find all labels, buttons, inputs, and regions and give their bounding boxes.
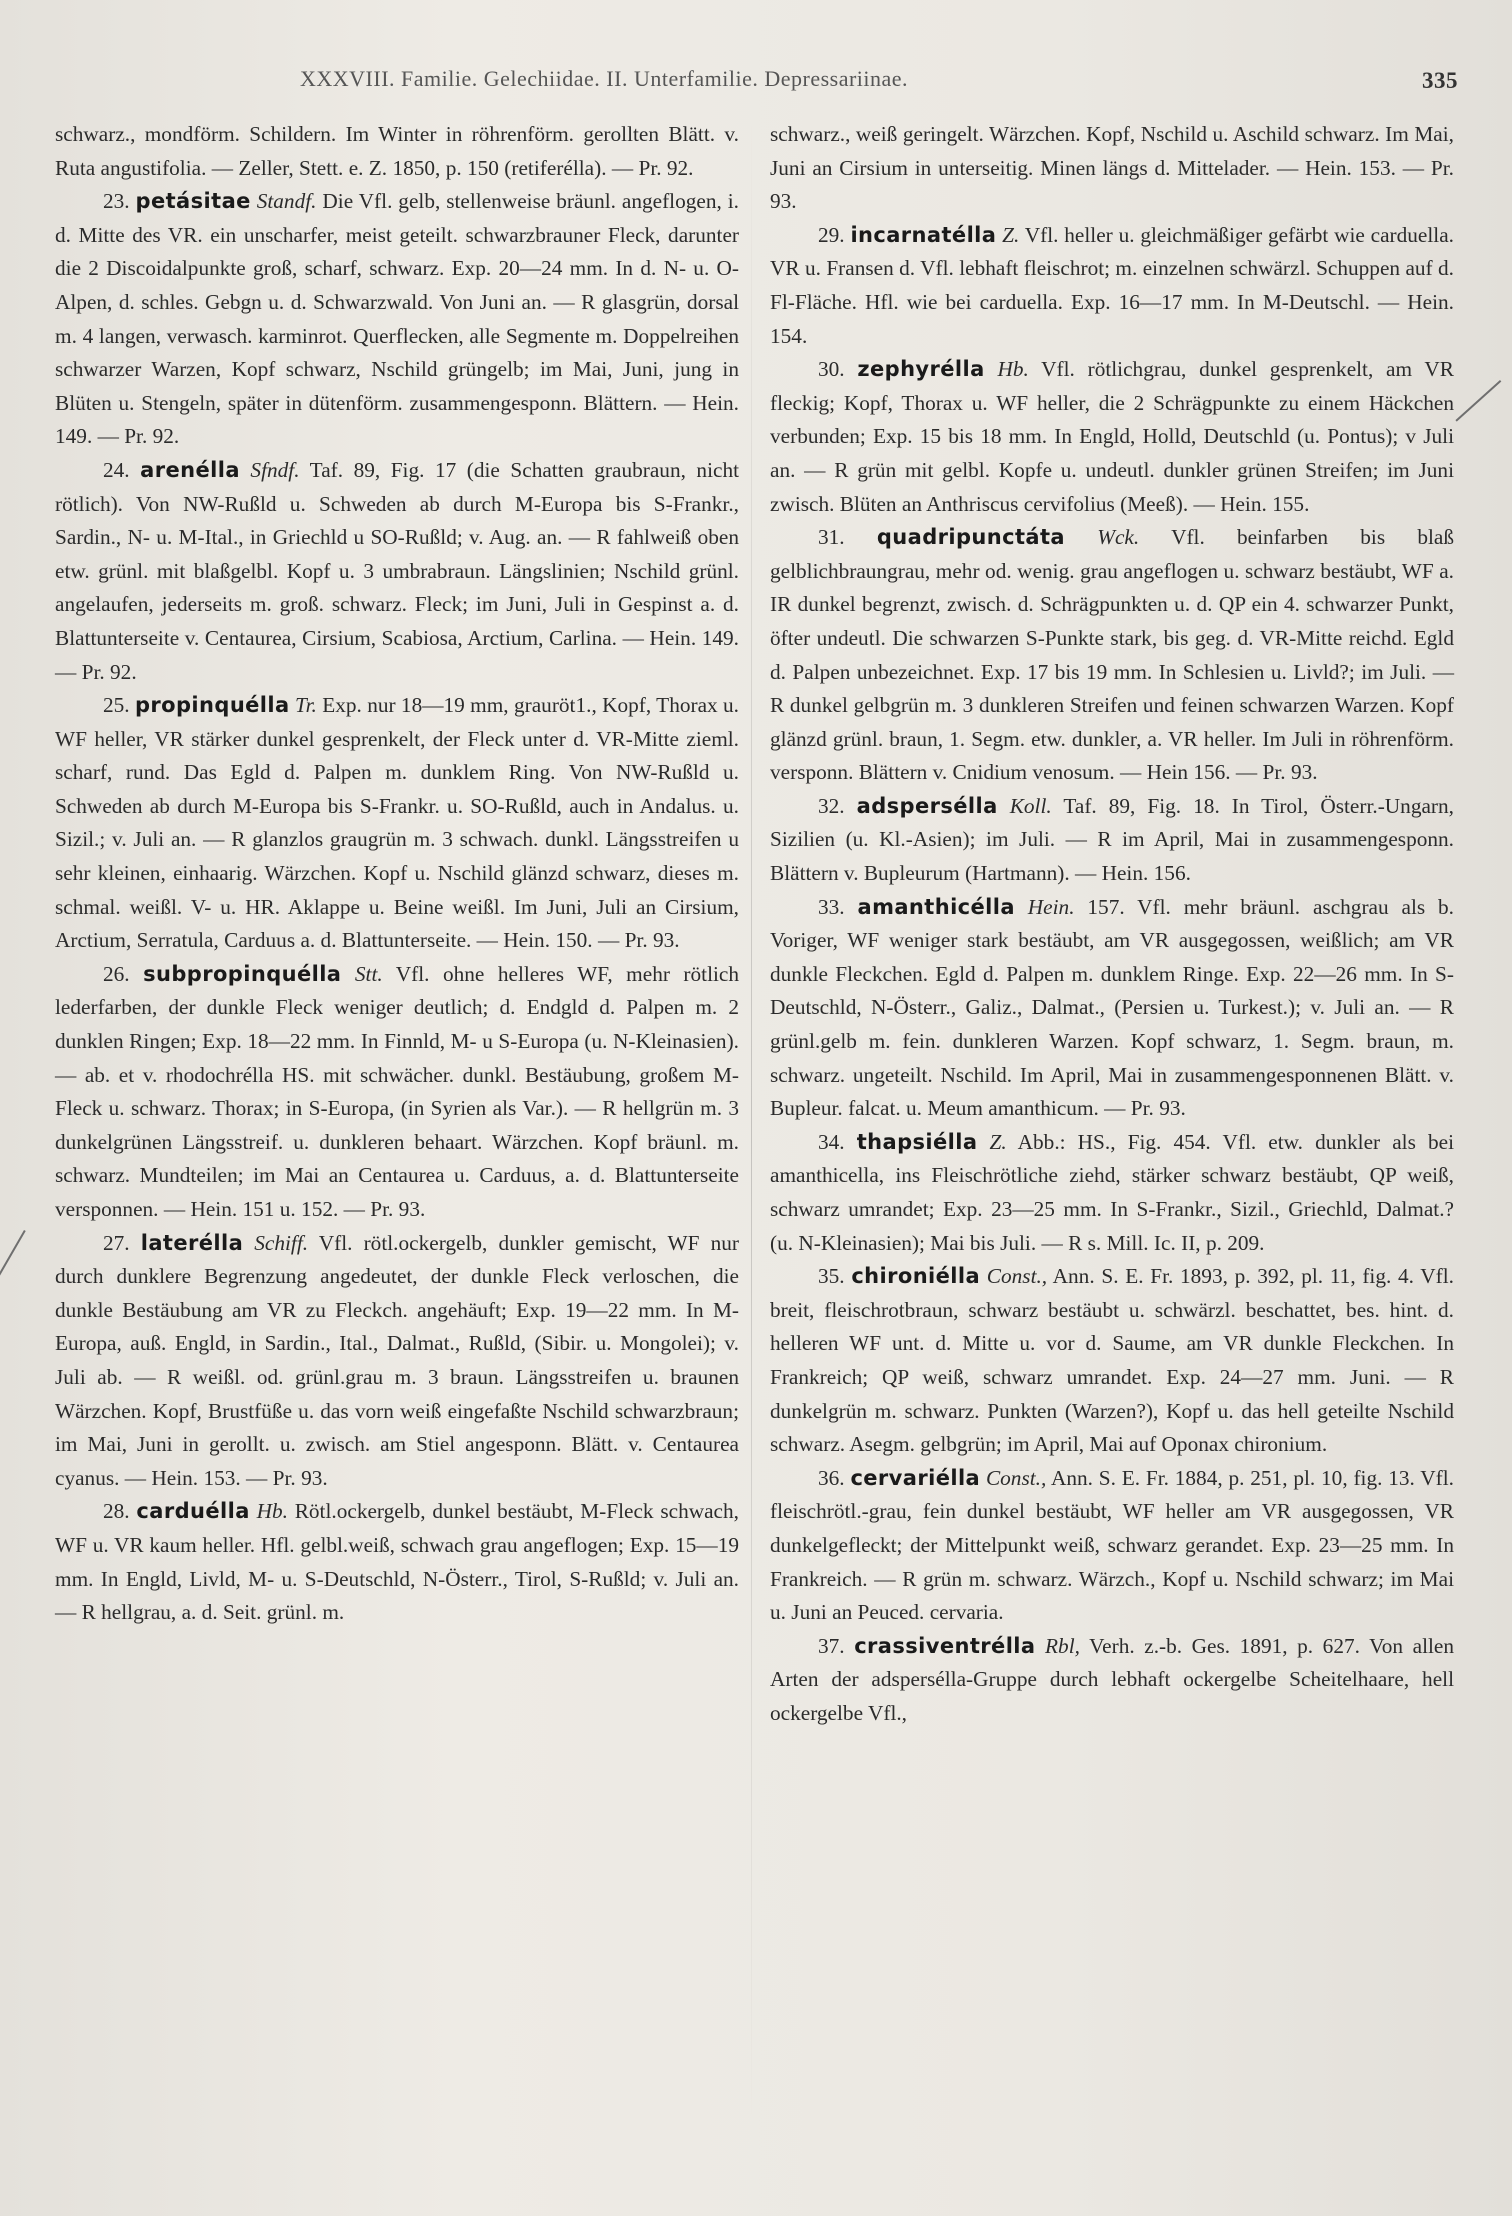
species-entry bbox=[770, 1462, 1454, 1630]
pencil-mark-right bbox=[1455, 380, 1501, 422]
species-author: Stt. bbox=[354, 961, 383, 986]
entry-text: Verh. z.-b. Ges. 1891, p. 627. Von allen Arten der adspersélla-Gruppe durch lebhaft ockergelbe Scheitelhaare, hell ockergelbe Vfl., bbox=[770, 1633, 1455, 1725]
species-entry bbox=[55, 454, 739, 689]
entry-number: 34. bbox=[818, 1129, 845, 1154]
running-header bbox=[300, 58, 1460, 98]
entry-text: schwarz., mondförm. Schildern. Im Winter in röhrenförm. gerollten Blätt. v. Ruta angustifolia. — Zeller, Stett. e. Z. 1850, p. 150 (retiferélla). — Pr. 92. bbox=[55, 122, 739, 180]
entry-text: Ann. S. E. Fr. 1884, p. 251, pl. 10, fig. 13. Vfl. fleischrötl.-grau, fein dunkel bestäubt, WF heller am VR ausgegossen, VR dunkelgefleckt; der Mittelpunkt weiß, schwarz gerandet. Exp. 23—25 mm. In Frankreich. — R grün m. schwarz. Wärzch., Kopf u. Nschild schwarz; im Mai u. Juni an Peuced. cervaria. bbox=[770, 1465, 1454, 1625]
entry-number: 31. bbox=[818, 525, 845, 550]
entry-text: Vfl. rötl.ockergelb, dunkler gemischt, WF nur durch dunklere Begrenzung angedeutet, der dunkle Fleck verloschen, die dunkle Bestäubung am VR zu Fleckch. angehäuft; Exp. 19—22 mm. In M-Europa, auß. Engld, in Sardin., Ital., Dalmat., Rußld, (Sibir. u. Mongolei); v. Juli ab. — R weißl. od. grünl.grau m. 3 braun. Längsstreifen u. braunen Wärzchen. Kopf, Brustfüße u. das vorn weiß eingefaßte Nschild schwarzbraun; im Mai, Juni in gerollt. u. zwisch. am Stiel angesponn. Blätt. v. Centaurea cyanus. — Hein. 153. — Pr. 93. bbox=[55, 1230, 739, 1490]
entry-number: 30. bbox=[818, 357, 845, 382]
species-author: Koll. bbox=[1009, 793, 1052, 818]
species-name: petásitae bbox=[135, 189, 251, 214]
left-column bbox=[55, 118, 739, 1630]
species-entry bbox=[770, 353, 1454, 521]
entry-text: Vfl. ohne helleres WF, mehr rötlich lederfarben, der dunkle Fleck weniger deutlich; d. Endgld d. Palpen m. 2 dunklen Ringen; Exp. 18—22 mm. In Finnld, M- u S-Europa (u. N-Kleinasien). — ab. et v. rhodochrélla HS. mit schwächer. dunkl. Bestäubung, großem M-Fleck u. schwarz. Thorax; in S-Europa, (in Syrien als Var.). — R hellgrün m. 3 dunkelgrünen Längsstreif. u. dunkleren behaart. Wärzchen. Kopf bräunl. m. schwarz. Mundteilen; im Mai an Centaurea u. Carduus, a. d. Blattunterseite versponnen. — Hein. 151 u. 152. — Pr. 93. bbox=[55, 961, 740, 1221]
header-title: XXXVIII. Familie. Gelechiidae. II. Unterfamilie. Depressariinae. bbox=[300, 66, 909, 91]
entry-text: Abb.: HS., Fig. 454. Vfl. etw. dunkler als bei amanthicella, ins Fleischrötliche ziehd, stärker schwarz bestäubt, QP weiß, schwarz umrandet; Exp. 23—25 mm. In S-Frankr., Sizil., Griechld, Dalmat.? (u. N-Kleinasien); Mai bis Juli. — R s. Mill. Ic. II, p. 209. bbox=[770, 1129, 1455, 1255]
entry-text: Die Vfl. gelb, stellenweise bräunl. angeflogen, i. d. Mitte des VR. ein unscharfer, meist geteilt. schwarzbrauner Fleck, darunter die 2 Discoidalpunkte groß, scharf, schwarz. Exp. 20—24 mm. In d. N- u. O-Alpen, d. schles. Gebgn u. d. Schwarzwald. Von Juni an. — R glasgrün, dorsal m. 4 langen, verwasch. karminrot. Querflecken, alle Segmente m. Doppelreihen schwarzer Warzen, Kopf schwarz, Nschild grüngelb; im Mai, Juni, jung in Blüten u. Stengeln, später in dütenförm. zusammengesponn. Blättern. — Hein. 149. — Pr. 92. bbox=[55, 189, 739, 449]
species-entry bbox=[55, 185, 739, 454]
entry-text: Vfl. beinfarben bis blaß gelblichbraungrau, mehr od. wenig. grau angeflogen u. schwarz bestäubt, WF a. IR dunkel begrenzt, zwisch. d. Schrägpunkten u. d. QP ein 4. schwarzer Punkt, öfter undeutl. Die schwarzen S-Punkte stark, bis geg. d. VR-Mitte reichd. Egld d. Palpen unbezeichnet. Exp. 17 bis 19 mm. In Schlesien u. Livld?; im Juli. — R dunkel gelbgrün m. 3 dunkleren Streifen und feinen schwarzen Warzen. Kopf glänzd grünl. braun, 1. Segm. etw. dunkler, a. VR heller. Im Juli in röhrenförm. versponn. Blättern v. Cnidium venosum. — Hein 156. — Pr. 93. bbox=[770, 525, 1455, 785]
species-name: zephyrélla bbox=[857, 357, 985, 382]
page-number: 335 bbox=[1422, 68, 1458, 93]
species-entry bbox=[770, 790, 1454, 891]
entry-number: 24. bbox=[103, 457, 130, 482]
species-name: thapsiélla bbox=[856, 1129, 978, 1154]
species-author: Standf. bbox=[256, 189, 317, 214]
species-author: Hb. bbox=[256, 1499, 288, 1524]
species-author: Hb. bbox=[997, 357, 1029, 382]
species-entry bbox=[770, 219, 1454, 353]
species-author: Rbl, bbox=[1045, 1633, 1080, 1658]
entry-text: Exp. nur 18—19 mm, grauröt1., Kopf, Thorax u. WF heller, VR stärker dunkel gesprenkelt, der Fleck unter d. VR-Mitte zieml. scharf, rund. Das Egld d. Palpen m. dunklem Ring. Von NW-Rußld u. Schweden ab durch M-Europa bis S-Frankr. u. SO-Rußld, auch in Andalus. u. Sizil.; v. Juli an. — R glanzlos graugrün m. 3 schwach. dunkl. Längsstreifen u sehr kleinen, einhaarig. Wärzchen. Kopf u. Nschild glänzd schwarz, dieses m. schmal. weißl. V- u. HR. Aklappe u. Beine weißl. Im Juni, Juli an Cirsium, Arctium, Serratula, Carduus a. d. Blattunterseite. — Hein. 150. — Pr. 93. bbox=[55, 693, 740, 953]
entry-text: 157. Vfl. mehr bräunl. aschgrau als b. Voriger, WF weniger stark bestäubt, am VR ausgegossen, weißlich; am VR dunkle Fleckchen. Egld d. Palpen m. dunklem Ringe. Exp. 22—26 mm. In S-Deutschld, N-Österr., Galiz., Dalmat., (Persien u. Turkest.); v. Juli an. — R grünl.gelb m. fein. dunkleren Warzen. Kopf schwarz, 1. Segm. braun, m. schwarz. ungeteilt. Nschild. Im April, Mai in zusammengesponnenen Blätt. v. Bupleur. falcat. u. Meum amanthicum. — Pr. 93. bbox=[770, 894, 1455, 1121]
species-author: Z. bbox=[1002, 222, 1020, 247]
entry-number: 36. bbox=[818, 1465, 845, 1490]
entry-number: 32. bbox=[818, 793, 845, 818]
entry-number: 37. bbox=[818, 1633, 845, 1658]
species-name: arenélla bbox=[140, 457, 240, 482]
species-entry bbox=[55, 958, 739, 1227]
species-name: quadripunctáta bbox=[876, 525, 1065, 550]
species-entry bbox=[770, 1260, 1454, 1462]
species-name: propinquélla bbox=[134, 693, 290, 718]
species-author: Sfndf. bbox=[250, 457, 300, 482]
column-divider bbox=[751, 120, 752, 2120]
species-author: Hein. bbox=[1027, 894, 1075, 919]
continued-paragraph bbox=[55, 118, 739, 185]
species-name: incarnatélla bbox=[850, 222, 997, 247]
entry-number: 28. bbox=[103, 1499, 130, 1524]
species-name: adspersélla bbox=[856, 793, 998, 818]
entry-number: 27. bbox=[103, 1230, 130, 1255]
species-entry bbox=[55, 1495, 739, 1629]
species-author: Wck. bbox=[1097, 525, 1140, 550]
species-name: carduélla bbox=[136, 1499, 250, 1524]
entry-number: 23. bbox=[103, 189, 130, 214]
entry-number: 26. bbox=[103, 961, 130, 986]
species-name: subpropinquélla bbox=[143, 961, 342, 986]
species-entry bbox=[55, 1227, 739, 1496]
entry-number: 35. bbox=[818, 1264, 845, 1289]
entry-text: Rötl.ockergelb, dunkel bestäubt, M-Fleck schwach, WF u. VR kaum heller. Hfl. gelbl.weiß, schwach grau angeflogen; Exp. 15—19 mm. In Engld, Livld, M- u. S-Deutschld, N-Österr., Tirol, S-Rußld; v. Juli an. — R hellgrau, a. d. Seit. grünl. m. bbox=[55, 1499, 739, 1625]
species-entry bbox=[55, 689, 739, 958]
pencil-mark-left bbox=[0, 1230, 26, 1285]
species-author: Tr. bbox=[294, 693, 317, 718]
species-name: chironiélla bbox=[851, 1264, 981, 1289]
species-entry bbox=[770, 521, 1454, 790]
entry-number: 29. bbox=[818, 222, 845, 247]
right-column bbox=[770, 118, 1454, 1731]
species-name: laterélla bbox=[140, 1230, 244, 1255]
species-name: crassiventrélla bbox=[854, 1633, 1036, 1658]
entry-text: Ann. S. E. Fr. 1893, p. 392, pl. 11, fig. 4. Vfl. breit, fleischrotbraun, schwarz bestäubt u. schwärzl. beschattet, bes. hint. d. helleren WF unt. d. Mitte u. vor d. Saume, am VR dunkle Fleckchen. In Frankreich; QP weiß, schwarz umrandet. Exp. 24—27 mm. Juni. — R dunkelgrün m. schwarz. Punkten (Warzen?), Kopf u. das hell geteilte Nschild schwarz. Asegm. gelbgrün; im April, Mai auf Oponax chironium. bbox=[770, 1264, 1455, 1457]
continued-paragraph bbox=[770, 118, 1454, 219]
species-author: Const., bbox=[985, 1465, 1047, 1490]
species-entry bbox=[770, 891, 1454, 1126]
species-entry bbox=[770, 1630, 1454, 1731]
entry-text: Taf. 89, Fig. 18. In Tirol, Österr.-Ungarn, Sizilien (u. Kl.-Asien); im Juli. — R im April, Mai in zusammengesponn. Blättern v. Bupleurum (Hartmann). — Hein. 156. bbox=[770, 793, 1454, 886]
species-author: Schiff. bbox=[254, 1230, 309, 1255]
species-author: Z. bbox=[989, 1129, 1007, 1154]
entry-number: 25. bbox=[103, 693, 130, 718]
entry-text: Taf. 89, Fig. 17 (die Schatten graubraun, nicht rötlich). Von NW-Rußld u. Schweden ab durch M-Europa bis S-Frankr., Sardin., N- u. M-Ital., in Griechld u SO-Rußld; v. Aug. an. — R fahlweiß oben etw. grünl. mit blaßgelbl. Kopf u. 3 umbrabraun. Längslinien; Nschild grünl. angelaufen, jederseits m. groß. schwarz. Fleck; im Juni, Juli in Gespinst a. d. Blattunterseite v. Centaurea, Cirsium, Scabiosa, Arctium, Carlina. — Hein. 149. — Pr. 92. bbox=[55, 457, 740, 684]
entry-text: schwarz., weiß geringelt. Wärzchen. Kopf, Nschild u. Aschild schwarz. Im Mai, Juni an Cirsium in unterseitig. Minen längs d. Mittelader. — Hein. 153. — Pr. 93. bbox=[770, 122, 1454, 214]
entry-number: 33. bbox=[818, 894, 845, 919]
entry-text: Vfl. rötlichgrau, dunkel gesprenkelt, am VR fleckig; Kopf, Thorax u. WF heller, die 2 Schrägpunkte zu einem Häckchen verbunden; Exp. 15 bis 18 mm. In Engld, Holld, Deutschld (u. Pontus); v Juli an. — R grün mit gelbl. Kopfe u. undeutl. dunkler grünen Streifen; im Juni zwisch. Blüten an Anthriscus cervifolius (Meeß). — Hein. 155. bbox=[770, 357, 1454, 516]
species-name: amanthicélla bbox=[857, 894, 1015, 919]
species-author: Const., bbox=[986, 1264, 1048, 1289]
entry-text: Vfl. heller u. gleichmäßiger gefärbt wie carduella. VR u. Fransen d. Vfl. lebhaft fleischrot; m. einzelnen schwärzl. Schuppen auf d. Fl-Fläche. Hfl. wie bei carduella. Exp. 16—17 mm. In M-Deutschl. — Hein. 154. bbox=[770, 222, 1454, 348]
species-entry bbox=[770, 1126, 1454, 1260]
species-name: cervariélla bbox=[850, 1465, 981, 1490]
